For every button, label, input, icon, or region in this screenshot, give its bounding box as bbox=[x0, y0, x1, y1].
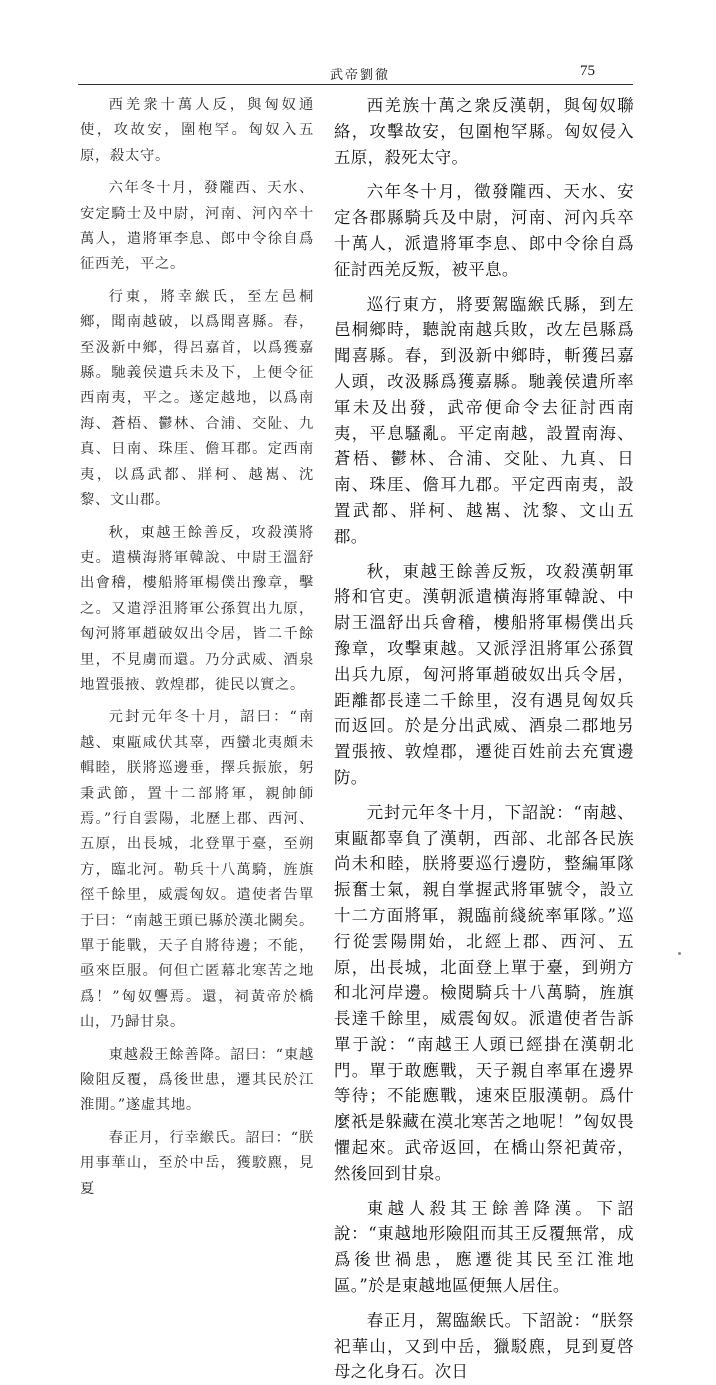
translation-text-column bbox=[334, 93, 634, 1382]
page-number: 75 bbox=[580, 63, 595, 79]
classical-paragraph: 元封元年冬十月，詔曰：“南越、東甌咸伏其辜，西蠻北夷頗未輯睦，朕將巡邊垂，擇兵振旅，躬秉武節，置十二部將軍，親帥師焉。”行自雲陽，北歷上郡、西河、五原，出長城，北登單于臺，至朔方，臨北河。勒兵十八萬騎，旌旗徑千餘里，威震匈奴。遣使者告單于曰：“南越王頭已縣於漢北闕矣。單于能戰，天子自將待邊；不能，亟來臣服。何但亡匿幕北寒苦之地爲！”匈奴讋焉。還，祠黃帝於橋山，乃歸甘泉。 bbox=[80, 709, 314, 1031]
classical-text-column bbox=[80, 93, 314, 1197]
translation-paragraph: 西羌族十萬之衆反漢朝，與匈奴聯絡，攻擊故安，包圍枹罕縣。匈奴侵入五原，殺死太守。 bbox=[334, 96, 634, 167]
translation-paragraph: 春正月，駕臨緱氏。下詔說：“朕祭祀華山，又到中岳，獵駁麃，見到夏啓母之化身石。次日 bbox=[334, 1310, 634, 1382]
translation-paragraph: 六年冬十月，徵發隴西、天水、安定各郡縣騎兵及中尉，河南、河內兵卒十萬人，派遣將軍李息、郎中令徐自爲征討西羌反叛，被平息。 bbox=[334, 182, 634, 279]
running-header-title: 武帝劉徹 bbox=[329, 68, 390, 83]
scan-speck bbox=[678, 952, 681, 955]
translation-paragraph: 東越人殺其王餘善降漢。下詔說：“東越地形險阻而其王反覆無常，成爲後世禍患，應遷徙其民至江淮地區。”於是東越地區便無人居住。 bbox=[334, 1198, 634, 1296]
classical-paragraph: 秋，東越王餘善反，攻殺漢將吏。遣橫海將軍韓說、中尉王溫舒出會稽，樓船將軍楊僕出豫章，擊之。又遣浮沮將軍公孫賀出九原，匈河將軍趙破奴出令居，皆二千餘里，不見虜而還。乃分武威、酒泉地置張掖、敦煌郡，徙民以實之。 bbox=[80, 524, 314, 693]
translation-paragraph: 秋，東越王餘善反叛，攻殺漢朝軍將和官吏。漢朝派遣橫海將軍韓說、中尉王溫舒出兵會稽，樓船將軍楊僕出兵豫章，攻擊東越。又派浮沮將軍公孫賀出兵九原，匈河將軍趙破奴出兵令居，距離都長達二千餘里，沒有遇見匈奴兵而返回。於是分出武威、酒泉二郡地另置張掖、敦煌郡，遷徙百姓前去充實邊防。 bbox=[334, 561, 634, 787]
classical-paragraph: 東越殺王餘善降。詔曰：“東越險阻反覆，爲後世患，遷其民於江淮閒。”遂虛其地。 bbox=[80, 1046, 314, 1114]
header-rule bbox=[78, 84, 633, 85]
translation-paragraph: 元封元年冬十月，下詔說：“南越、東甌都辜負了漢朝，西部、北部各民族尚未和睦，朕將要巡行邊防，整編軍隊振奮士氣，親自掌握武將軍號令，設立十二方面將軍，親臨前綫統率軍隊。”巡行從雲陽開始，北經上郡、西河、五原，出長城，北面登上單于臺，到朔方和北河岸邊。檢閱騎兵十八萬騎，旌旗長達千餘里，威震匈奴。派遣使者告訴單于說：“南越王人頭已經掛在漢朝北門。單于敢應戰，天子親自率軍在邊界等待；不能應戰，速來臣服漢朝。爲什麼祇是躲藏在漠北寒苦之地呢！”匈奴畏懼起來。武帝返回，在橋山祭祀黃帝，然後回到甘泉。 bbox=[334, 802, 634, 1183]
scan-edge-mark bbox=[702, 470, 710, 510]
classical-paragraph: 行東，將幸緱氏，至左邑桐鄉，聞南越破，以爲聞喜縣。春，至汲新中鄉，得呂嘉首，以爲獲嘉縣。馳義侯遺兵未及下，上便令征西南夷，平之。遂定越地，以爲南海、蒼梧、鬱林、合浦、交阯、九真、日南、珠厓、儋耳郡。定西南夷，以爲武都、牂柯、越嶲、沈黎、文山郡。 bbox=[80, 288, 314, 509]
classical-paragraph: 六年冬十月，發隴西、天水、安定騎士及中尉，河南、河內卒十萬人，遣將軍李息、郎中令徐自爲征西羌，平之。 bbox=[80, 180, 314, 273]
translation-paragraph: 巡行東方，將要駕臨緱氏縣，到左邑桐鄉時，聽說南越兵敗，改左邑縣爲聞喜縣。春，到汲新中鄉時，斬獲呂嘉人頭，改汲縣爲獲嘉縣。馳義侯遺所率軍未及出發，武帝便命令去征討西南夷，平息騷亂。平定南越，設置南海、蒼梧、鬱林、合浦、交阯、九真、日南、珠厓、儋耳九郡。平定西南夷，設置武都、牂柯、越嶲、沈黎、文山五郡。 bbox=[334, 294, 634, 546]
classical-paragraph: 西羌衆十萬人反，與匈奴通使，攻故安，圍枹罕。匈奴入五原，殺太守。 bbox=[80, 97, 314, 164]
classical-paragraph: 春正月，行幸緱氏。詔曰：“朕用事華山，至於中岳，獲駮麃，見夏 bbox=[80, 1129, 314, 1197]
